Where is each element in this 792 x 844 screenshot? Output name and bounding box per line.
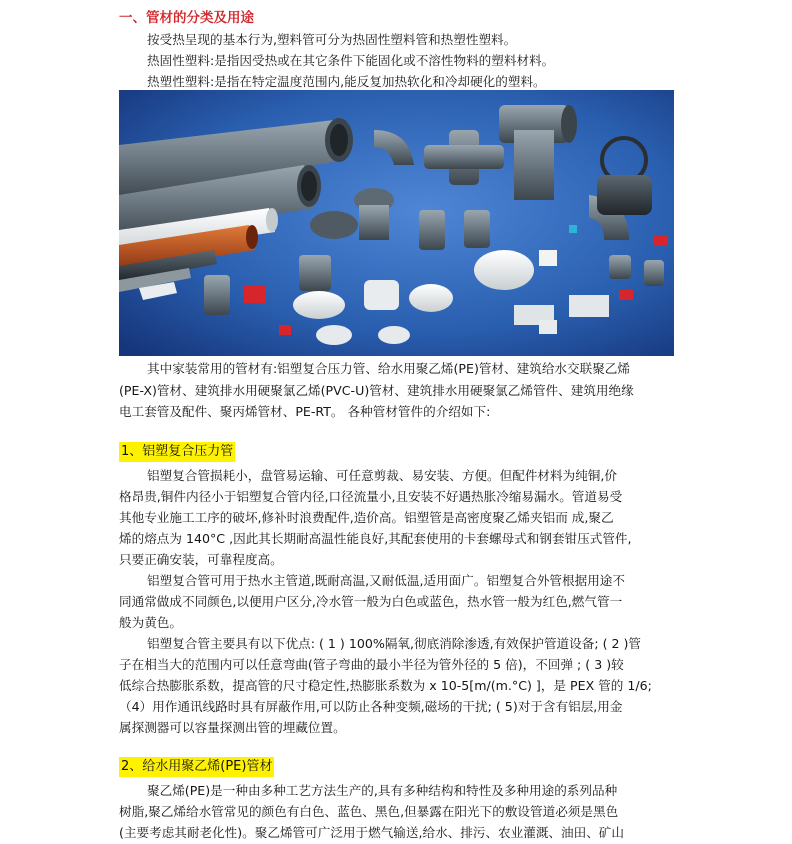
s1-p3-line-2: 子在相当大的范围内可以任意弯曲(管子弯曲的最小半径为管外径的 5 倍)，不回弹 ; ( 3 )较 xyxy=(119,657,624,672)
intro-line-1: 按受热呈现的基本行为,塑料管可分为热固性塑料管和热塑性塑料。 xyxy=(147,32,517,47)
s1-p3-line-1: 铝塑复合管主要具有以下优点: ( 1 ) 100%隔氧,彻底消除渗透,有效保护管道设备; ( 2 )管 xyxy=(147,636,642,651)
s1-p1-line-1: 铝塑复合管损耗小，盘管易运输、可任意剪裁、易安装、方便。但配件材料为纯铜,价 xyxy=(147,468,617,483)
s1-p3-line-3: 低综合热膨胀系数，提高管的尺寸稳定性,热膨胀系数为 x 10-5[m/(m.°C) ]，是 PEX 管的 1/6; xyxy=(119,678,652,693)
s1-p1-line-2: 格昂贵,铜件内径小于铝塑复合管内径,口径流量小,且安装不好遇热胀冷缩易漏水。管道易受 xyxy=(119,489,623,504)
s1-p1-line-5: 只要正确安装，可靠程度高。 xyxy=(119,552,283,567)
s1-p3-line-4: （4）用作通讯线路时具有屏蔽作用,可以防止各种变频,磁场的干扰; ( 5)对于含有铝层,用金 xyxy=(119,699,623,714)
s2-p1-line-3: (主要考虑其耐老化性)。聚乙烯管可广泛用于燃气输送,给水、排污、农业灌溉、油田、矿山 xyxy=(119,825,624,840)
pipes-and-fittings-photo xyxy=(119,90,674,356)
intro-line-3: 热塑性塑料:是指在特定温度范围内,能反复加热软化和冷却硬化的塑料。 xyxy=(147,74,546,89)
s1-p1-line-3: 其他专业施工工序的破坏,修补时浪费配件,造价高。铝塑管是高密度聚乙烯夹铝而 成,聚乙 xyxy=(119,510,614,525)
s1-p2-line-1: 铝塑复合管可用于热水主管道,既耐高温,又耐低温,适用面广。铝塑复合外管根据用途不 xyxy=(147,573,625,588)
section-title-pe-water-pipe: 2、给水用聚乙烯(PE)管材 xyxy=(119,757,274,777)
intro-line-2: 热固性塑料:是指因受热或在其它条件下能固化或不溶性物料的塑料材料。 xyxy=(147,53,555,68)
s2-p1-line-2: 树脂,聚乙烯给水管常见的颜色有白色、蓝色、黑色,但暴露在阳光下的敷设管道必须是黑色 xyxy=(119,804,619,819)
s1-p2-line-2: 同通常做成不同颜色,以便用户区分,冷水管一般为白色或蓝色，热水管一般为红色,燃气管一 xyxy=(119,594,623,609)
types-line-2: (PE-X)管材、建筑排水用硬聚氯乙烯(PVC-U)管材、建筑排水用硬聚氯乙烯管件、建筑用绝缘 xyxy=(119,383,634,398)
section-title-aluminum-plastic-pipe: 1、铝塑复合压力管 xyxy=(119,442,235,462)
s1-p3-line-5: 属探测器可以容量探测出管的埋藏位置。 xyxy=(119,720,346,735)
s2-p1-line-1: 聚乙烯(PE)是一种由多种工艺方法生产的,具有多种结构和特性及多种用途的系列品种 xyxy=(147,783,618,798)
s1-p1-line-4: 烯的熔点为 140°C ,因此其长期耐高温性能良好,其配套使用的卡套螺母式和钢套钳压式管件, xyxy=(119,531,632,546)
s1-p2-line-3: 般为黄色。 xyxy=(119,615,182,630)
types-line-1: 其中家装常用的管材有:铝塑复合压力管、给水用聚乙烯(PE)管材、建筑给水交联聚乙烯 xyxy=(147,361,630,376)
section-heading-pipe-classification: 一、管材的分类及用途 xyxy=(119,10,254,26)
types-line-3: 电工套管及配件、聚丙烯管材、PE-RT。 各种管材管件的介绍如下: xyxy=(119,404,491,419)
